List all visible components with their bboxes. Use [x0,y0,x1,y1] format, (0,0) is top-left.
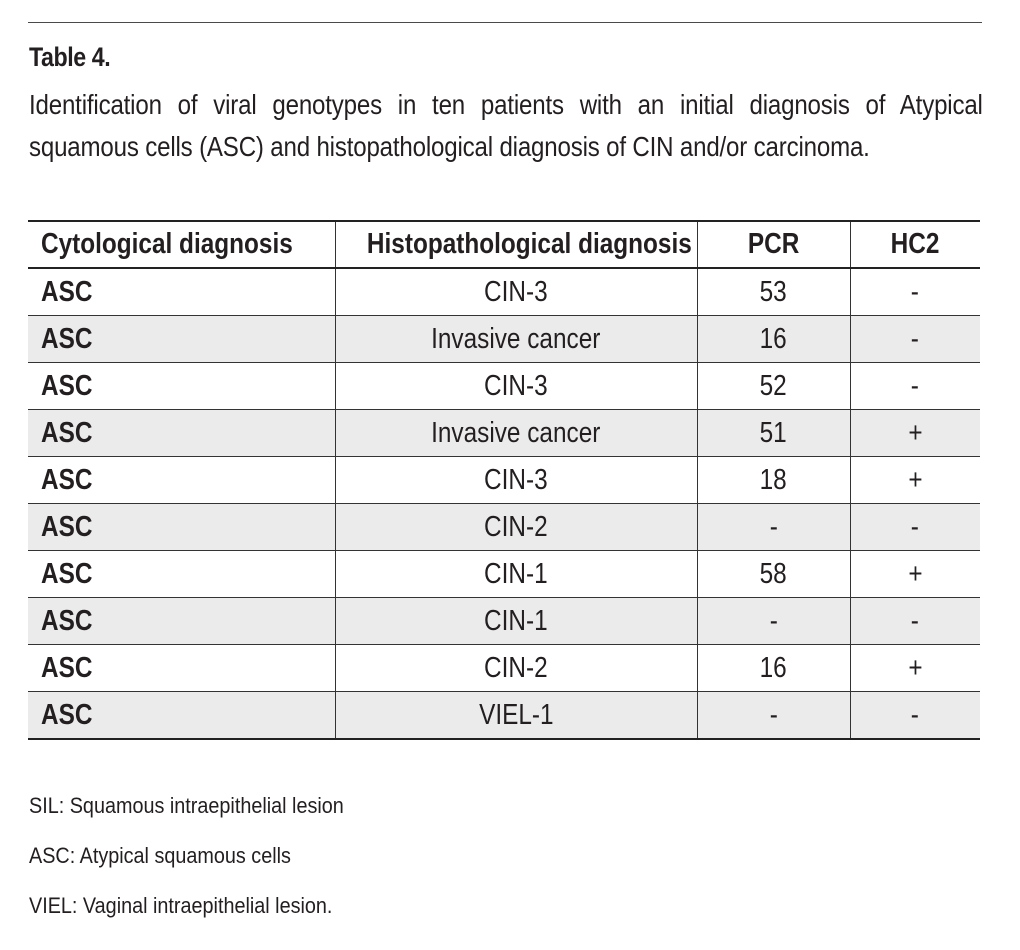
table-row [28,692,980,740]
cell-pcr: 58 [697,551,850,598]
cell-hc2: - [850,316,980,363]
cell-pcr: 51 [697,410,850,457]
cell-pcr: 52 [697,363,850,410]
table-row [28,268,980,316]
table-title: Table 4. [29,42,111,72]
cell-hc2: - [850,268,980,316]
footnote-sil: SIL: Squamous intraepithelial lesion [29,793,344,818]
cell-hc2: + [850,551,980,598]
cell-cytological: ASC [28,363,335,410]
cell-cytological: ASC [28,645,335,692]
cell-hc2: + [850,457,980,504]
cell-cytological: ASC [28,598,335,645]
cell-histopathological: CIN-2 [335,504,697,551]
table-row [28,316,980,363]
cell-cytological: ASC [28,410,335,457]
table-row [28,645,980,692]
header-pcr: PCR [697,221,850,268]
cell-histopathological: CIN-2 [335,645,697,692]
header-hc2: HC2 [850,221,980,268]
header-histopathological-diagnosis: Histopathological diagnosis [335,221,697,268]
table-row [28,504,980,551]
cell-pcr: 16 [697,316,850,363]
top-rule [28,22,982,23]
footnote-viel: VIEL: Vaginal intraepithelial lesion. [29,893,333,918]
cell-histopathological: Invasive cancer [335,410,697,457]
cell-pcr: - [697,504,850,551]
cell-hc2: - [850,363,980,410]
cell-histopathological: VIEL-1 [335,692,697,740]
data-table [28,220,980,740]
cell-histopathological: CIN-1 [335,598,697,645]
cell-cytological: ASC [28,551,335,598]
cell-histopathological: CIN-3 [335,457,697,504]
cell-pcr: - [697,692,850,740]
cell-hc2: + [850,645,980,692]
cell-cytological: ASC [28,692,335,740]
header-row [28,221,980,268]
table-row [28,551,980,598]
table-row [28,410,980,457]
cell-pcr: - [697,598,850,645]
table-row [28,363,980,410]
cell-cytological: ASC [28,316,335,363]
cell-pcr: 53 [697,268,850,316]
table-caption: Identification of viral genotypes in ten patients with an initial diagnosis of Atypical squamous cells (ASC) and histopathological diagnosis of CIN and/or carcinoma. [29,89,983,162]
table-row [28,457,980,504]
footnotes [29,790,344,940]
cell-histopathological: CIN-1 [335,551,697,598]
table-row [28,598,980,645]
cell-hc2: + [850,410,980,457]
cell-hc2: - [850,598,980,645]
cell-cytological: ASC [28,268,335,316]
header-cytological-diagnosis: Cytological diagnosis [28,221,335,268]
cell-pcr: 16 [697,645,850,692]
cell-cytological: ASC [28,457,335,504]
cell-histopathological: Invasive cancer [335,316,697,363]
cell-cytological: ASC [28,504,335,551]
cell-hc2: - [850,692,980,740]
footnote-asc: ASC: Atypical squamous cells [29,843,291,868]
cell-histopathological: CIN-3 [335,268,697,316]
cell-pcr: 18 [697,457,850,504]
cell-histopathological: CIN-3 [335,363,697,410]
cell-hc2: - [850,504,980,551]
